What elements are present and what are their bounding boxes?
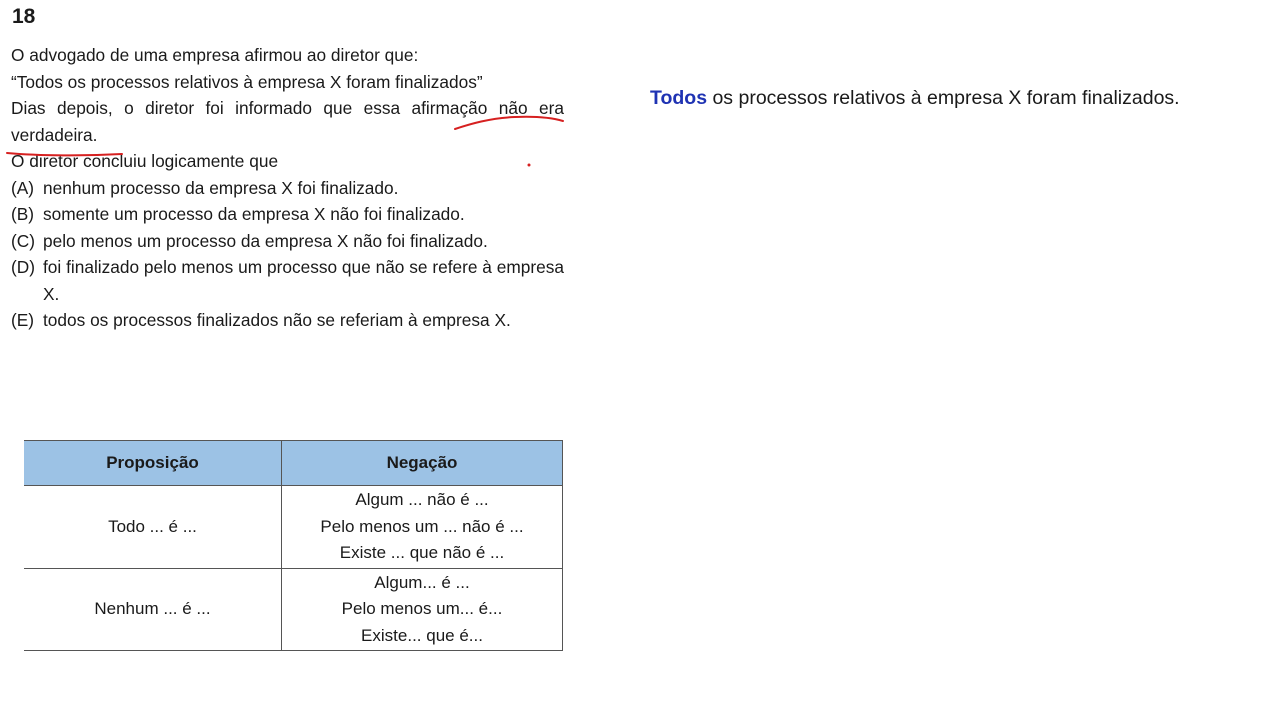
option-c (11, 228, 564, 255)
question-quote: “Todos os processos relativos à empresa X foram finalizados” (11, 71, 483, 92)
option-text: nenhum processo da empresa X foi finalizado. (43, 177, 399, 198)
question-intro: O advogado de uma empresa afirmou ao diretor que: (11, 45, 419, 65)
statement-rest: os processos relativos à empresa X foram finalizados. (707, 87, 1180, 109)
column-header-proposition: Proposição (24, 441, 282, 486)
option-letter: (A) (11, 177, 35, 198)
statement (650, 87, 1180, 110)
option-text: todos os processos finalizados não se referiam à empresa X. (43, 310, 511, 330)
table-row (24, 568, 563, 651)
option-text: somente um processo da empresa X não foi finalizado. (43, 204, 465, 224)
option-d (11, 254, 564, 307)
column-header-negation: Negação (282, 441, 563, 486)
question-text (11, 42, 564, 334)
proposition-cell: Todo ... é ... (24, 486, 282, 569)
negation-table (24, 440, 563, 651)
option-letter: (E) (11, 310, 35, 330)
option-letter: (B) (11, 204, 35, 224)
option-b (11, 201, 564, 228)
option-text: pelo menos um processo da empresa X não foi finalizado. (43, 230, 488, 251)
table-row (24, 486, 563, 569)
question-conclusion: O diretor concluiu logicamente que (11, 151, 279, 171)
negation-line: Existe ... que não é ... (339, 543, 505, 562)
table-header-row (24, 441, 563, 486)
negation-line: Algum... é ... (374, 572, 470, 592)
option-text: foi finalizado pelo menos um processo que não se refere à empresa X. (43, 257, 564, 304)
negation-line: Pelo menos um ... não é ... (320, 516, 524, 536)
option-letter: (D) (11, 257, 35, 277)
option-letter: (C) (11, 230, 35, 251)
statement-keyword: Todos (650, 87, 708, 109)
negation-line: Pelo menos um... é... (341, 599, 503, 618)
question-info: Dias depois, o diretor foi informado que essa afirmação não era verdadeira. (11, 98, 564, 145)
option-e (11, 307, 564, 334)
negation-cell (282, 568, 563, 651)
negation-line: Algum ... não é ... (355, 490, 489, 509)
negation-line: Existe... que é... (361, 625, 483, 645)
question-number: 18 (12, 5, 36, 28)
proposition-cell: Nenhum ... é ... (24, 568, 282, 651)
negation-cell (282, 486, 563, 569)
option-a (11, 175, 564, 202)
